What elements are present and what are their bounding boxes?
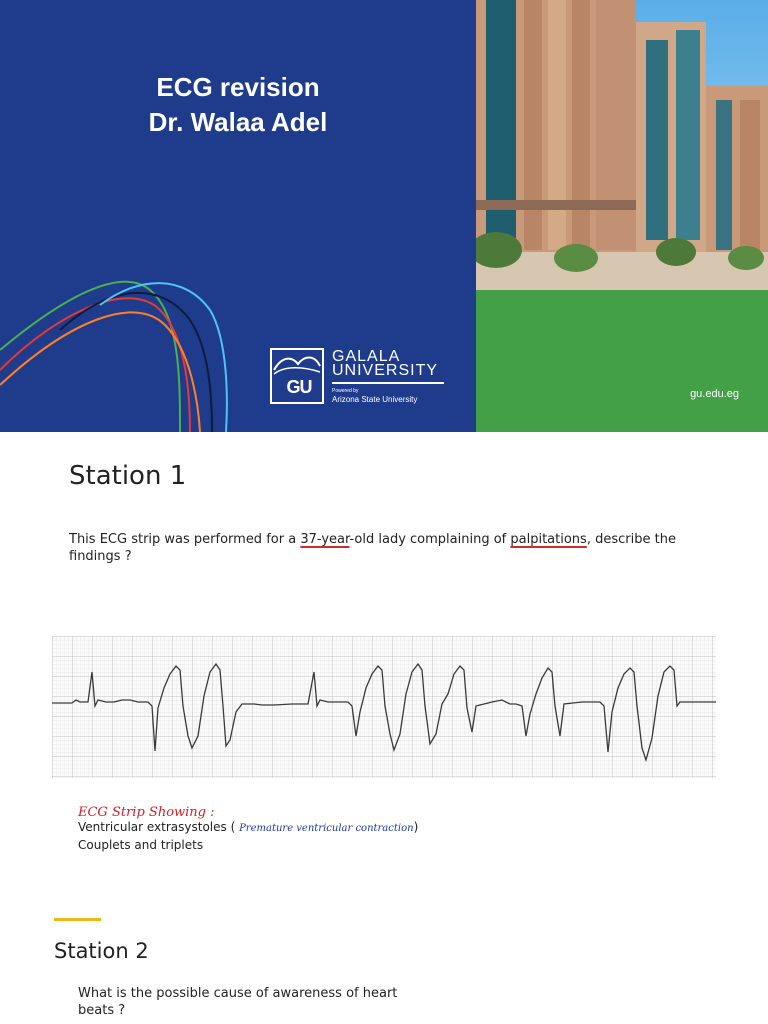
logo-name-line-1: GALALA [332,348,401,365]
annotation-finding-2: Couplets and triplets [78,838,204,852]
ecg-strip [52,636,716,778]
gu-logo-mark [270,348,324,404]
annotation-heading: ECG Strip Showing : [78,805,215,820]
logo-partner: Arizona State University [332,395,418,404]
question-text: This ECG strip was performed for a [69,532,301,547]
mountain-icon [272,350,322,378]
underlined-age: 37-year [300,532,350,547]
annotation-finding-1 [78,820,418,834]
question-text: -old lady complaining of [349,532,511,547]
logo-divider [332,382,444,384]
gu-logo-text: GU [286,377,312,397]
handwritten-note: Premature ventricular contraction [239,823,414,834]
title-line-2: Dr. Walaa Adel [148,107,328,137]
station-2-title: Station 2 [54,939,149,963]
station-2-question: What is the possible cause of awareness of heart beats ? [78,986,398,1018]
underlined-symptom: palpitations [510,532,587,547]
campus-building-photo [476,0,768,290]
finding-text: Ventricular extrasystoles ( [78,820,240,834]
galala-university-logo [270,348,470,408]
finding-close: ) [413,820,419,834]
station-1-title: Station 1 [69,461,187,491]
logo-name-line-2: UNIVERSITY [332,362,439,379]
slide-title [0,70,476,140]
question-text: , describe the findings ? [69,532,676,564]
university-url[interactable]: gu.edu.eg [690,388,739,400]
decorative-arcs [0,270,240,432]
title-slide [0,0,768,432]
station-1-question [69,531,709,565]
accent-bar [54,918,101,921]
logo-powered-by: Powered by [332,388,359,394]
green-panel [476,290,768,432]
title-line-1: ECG revision [156,72,320,102]
